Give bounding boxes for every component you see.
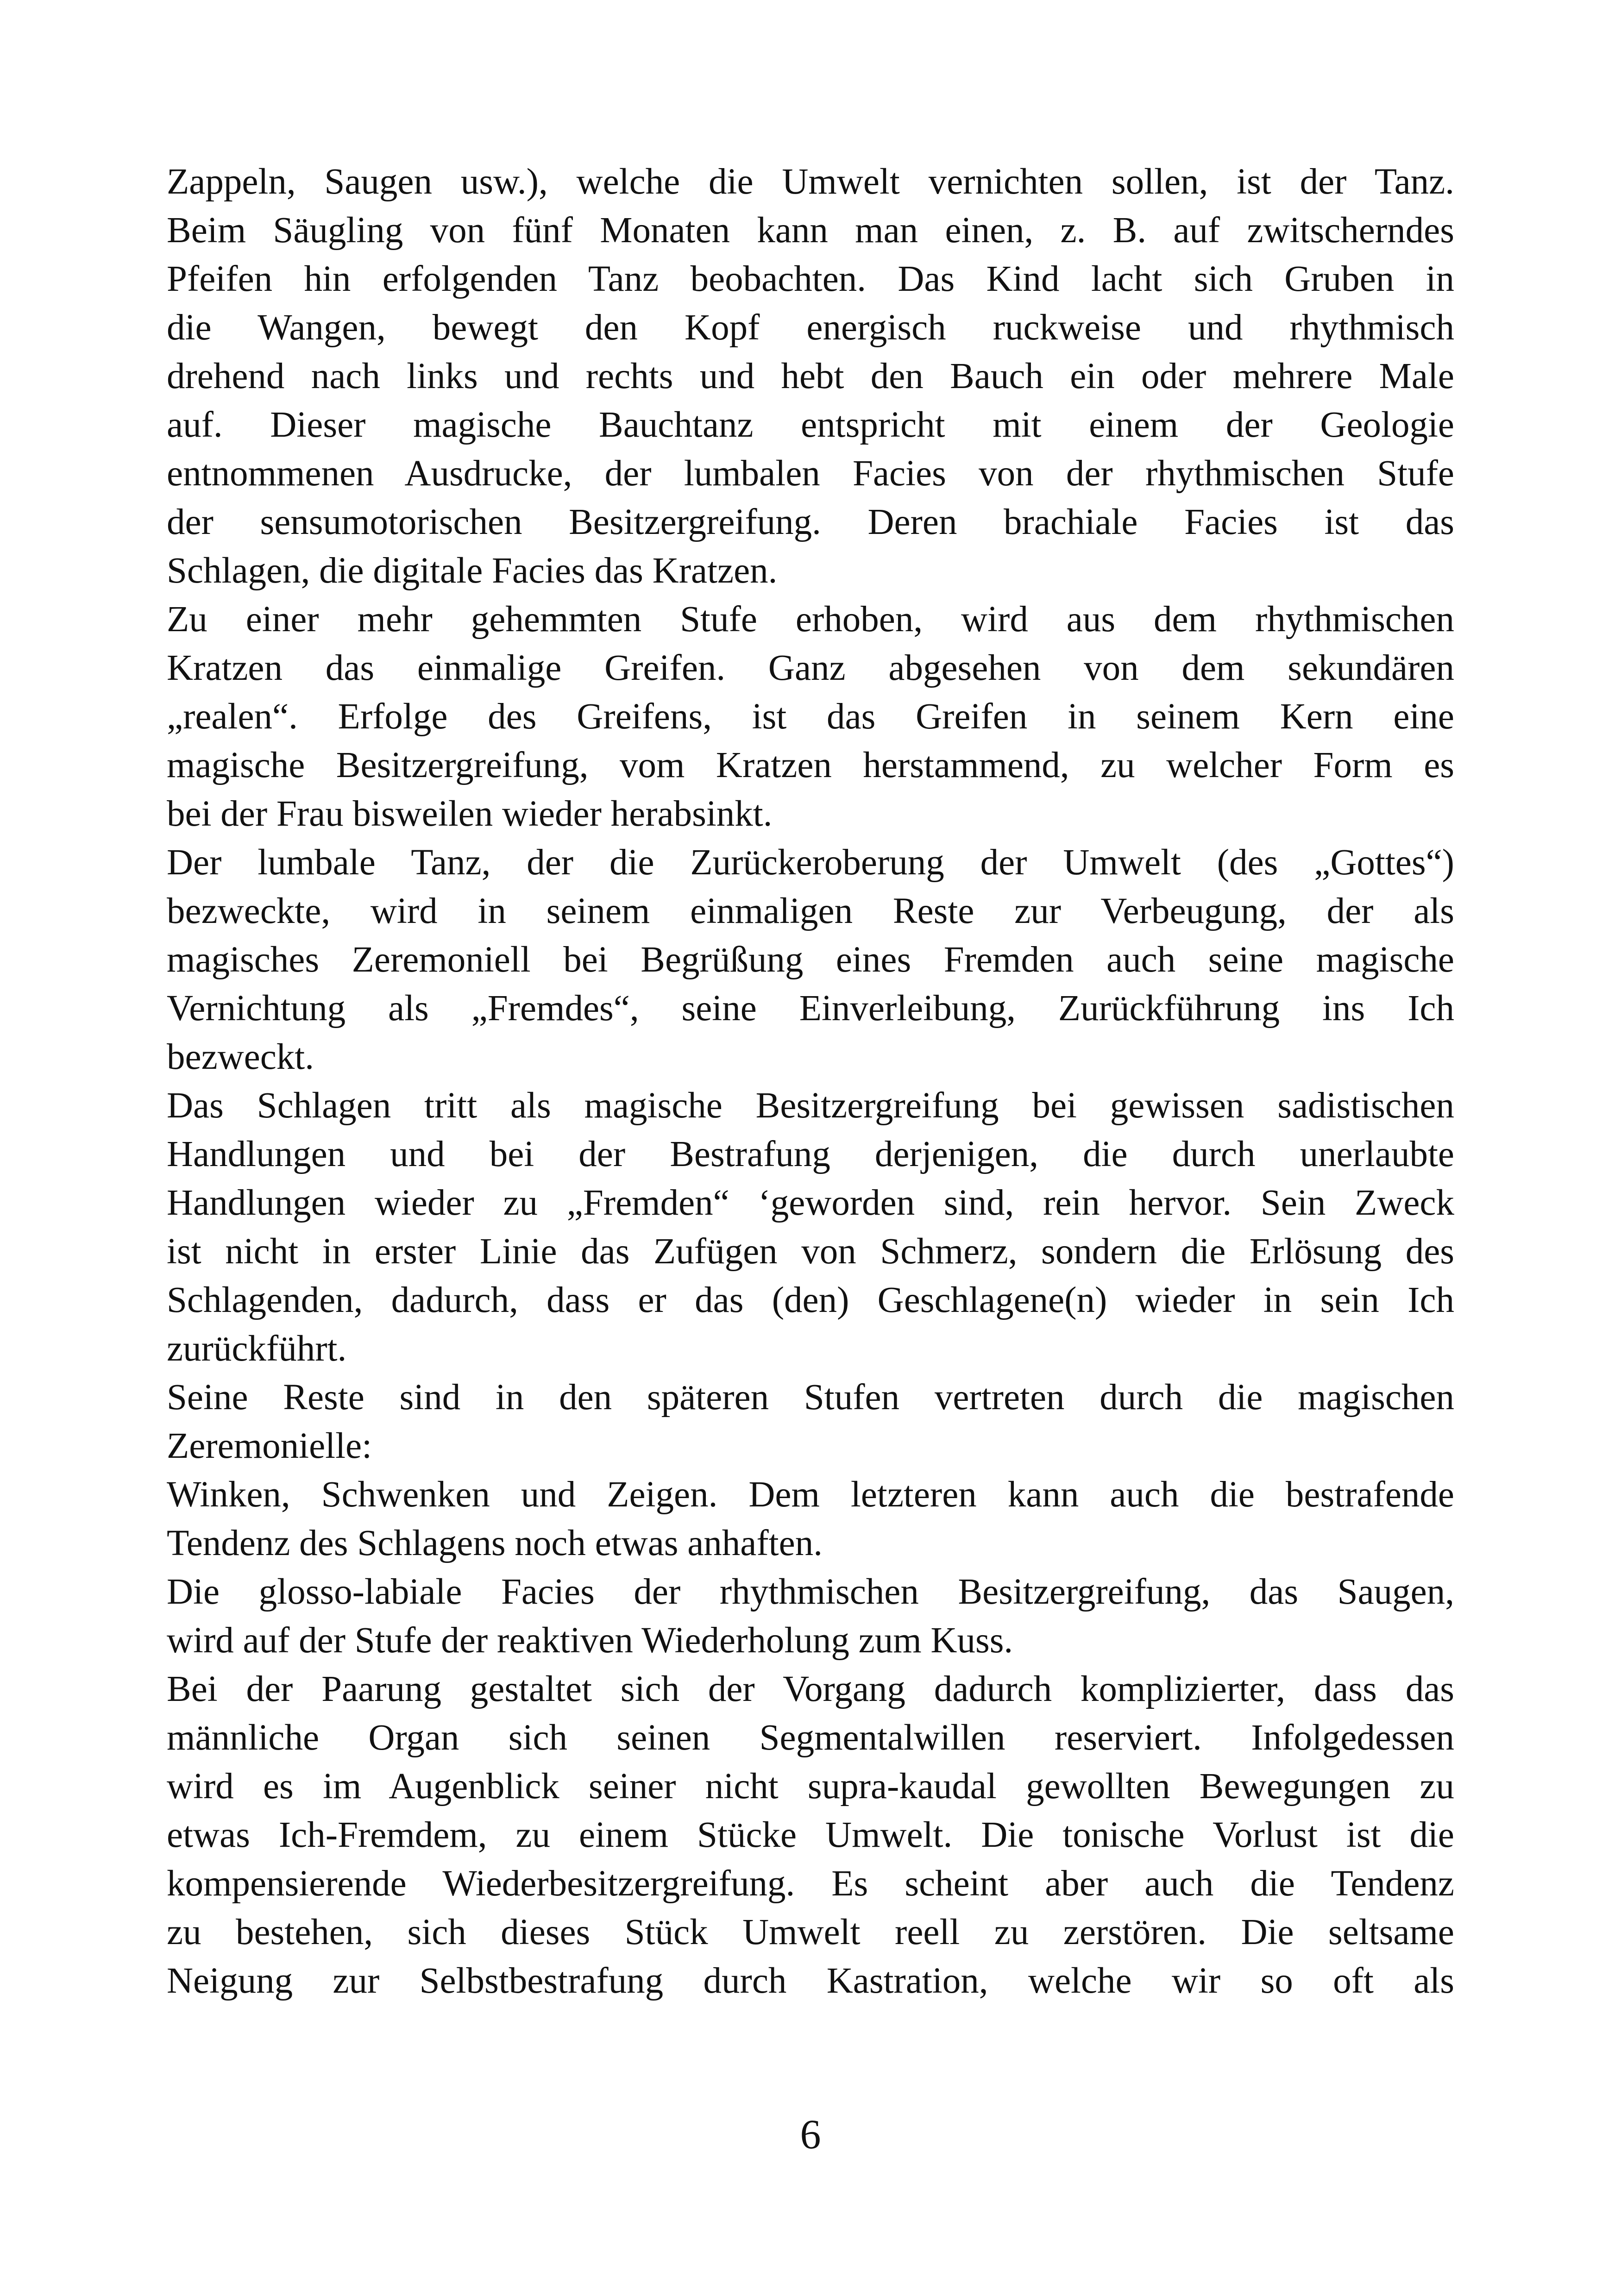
text-line: Zu einer mehr gehemmten Stufe erhoben, wird aus dem rhythmischen bbox=[167, 599, 1454, 640]
text-line: wird es im Augenblick seiner nicht supra-kaudal gewollten Bewegungen zu bbox=[167, 1766, 1454, 1807]
text-line: Beim Säugling von fünf Monaten kann man einen, z. B. auf zwitscherndes bbox=[167, 210, 1454, 251]
text-line: „realen“. Erfolge des Greifens, ist das Greifen in seinem Kern eine bbox=[167, 696, 1454, 737]
text-line: der sensumotorischen Besitzergreifung. Deren brachiale Facies ist das bbox=[167, 502, 1454, 542]
text-line: Schlagen, die digitale Facies das Kratzen. bbox=[167, 551, 778, 591]
text-line: auf. Dieser magische Bauchtanz entspricht mit einem der Geologie bbox=[167, 405, 1454, 445]
text-line: drehend nach links und rechts und hebt den Bauch ein oder mehrere Male bbox=[167, 356, 1454, 396]
text-line: bezweckte, wird in seinem einmaligen Reste zur Verbeugung, der als bbox=[167, 891, 1454, 931]
text-line: wird auf der Stufe der reaktiven Wiederholung zum Kuss. bbox=[167, 1620, 1013, 1661]
text-line: Kratzen das einmalige Greifen. Ganz abgesehen von dem sekundären bbox=[167, 648, 1454, 688]
text-line: magisches Zeremoniell bei Begrüßung eines Fremden auch seine magische bbox=[167, 940, 1454, 980]
text-line: zurückführt. bbox=[167, 1329, 347, 1369]
text-line: Pfeifen hin erfolgenden Tanz beobachten. Das Kind lacht sich Gruben in bbox=[167, 259, 1454, 299]
text-line: Zeremonielle: bbox=[167, 1426, 372, 1466]
text-line: Seine Reste sind in den späteren Stufen vertreten durch die magischen bbox=[167, 1377, 1454, 1418]
text-line: Bei der Paarung gestaltet sich der Vorgang dadurch komplizierter, dass das bbox=[167, 1669, 1454, 1709]
text-line: Der lumbale Tanz, der die Zurückeroberung der Umwelt (des „Gottes“) bbox=[167, 842, 1454, 883]
text-line: entnommenen Ausdrucke, der lumbalen Facies von der rhythmischen Stufe bbox=[167, 453, 1454, 494]
text-line: Neigung zur Selbstbestrafung durch Kastration, welche wir so oft als bbox=[167, 1961, 1454, 2001]
text-line: Zappeln, Saugen usw.), welche die Umwelt vernichten sollen, ist der Tanz. bbox=[167, 162, 1454, 202]
text-line: Das Schlagen tritt als magische Besitzergreifung bei gewissen sadistischen bbox=[167, 1085, 1454, 1126]
text-line: kompensierende Wiederbesitzergreifung. Es scheint aber auch die Tendenz bbox=[167, 1863, 1454, 1904]
text-line: etwas Ich-Fremdem, zu einem Stücke Umwelt. Die tonische Vorlust ist die bbox=[167, 1815, 1454, 1855]
text-line: bei der Frau bisweilen wieder herabsinkt. bbox=[167, 794, 773, 834]
text-line: Tendenz des Schlagens noch etwas anhaften. bbox=[167, 1523, 823, 1563]
text-line: die Wangen, bewegt den Kopf energisch ruckweise und rhythmisch bbox=[167, 307, 1454, 348]
text-line: Schlagenden, dadurch, dass er das (den) Geschlagene(n) wieder in sein Ich bbox=[167, 1280, 1454, 1320]
page-body bbox=[167, 157, 1454, 2005]
text-line: Winken, Schwenken und Zeigen. Dem letzteren kann auch die bestrafende bbox=[167, 1474, 1454, 1515]
text-line: Handlungen wieder zu „Fremden“ ‘geworden sind, rein hervor. Sein Zweck bbox=[167, 1183, 1454, 1223]
text-line: Die glosso-labiale Facies der rhythmischen Besitzergreifung, das Saugen, bbox=[167, 1572, 1454, 1612]
text-line: Handlungen und bei der Bestrafung derjenigen, die durch unerlaubte bbox=[167, 1134, 1454, 1174]
text-line: ist nicht in erster Linie das Zufügen von Schmerz, sondern die Erlösung des bbox=[167, 1231, 1454, 1272]
body-text bbox=[167, 157, 1454, 2005]
text-line: zu bestehen, sich dieses Stück Umwelt reell zu zerstören. Die seltsame bbox=[167, 1912, 1454, 1952]
text-line: Vernichtung als „Fremdes“, seine Einverleibung, Zurückführung ins Ich bbox=[167, 988, 1454, 1029]
text-line: männliche Organ sich seinen Segmentalwillen reserviert. Infolgedessen bbox=[167, 1718, 1454, 1758]
text-line: bezweckt. bbox=[167, 1037, 314, 1077]
page-number: 6 bbox=[800, 2112, 821, 2158]
text-line: magische Besitzergreifung, vom Kratzen herstammend, zu welcher Form es bbox=[167, 745, 1454, 785]
